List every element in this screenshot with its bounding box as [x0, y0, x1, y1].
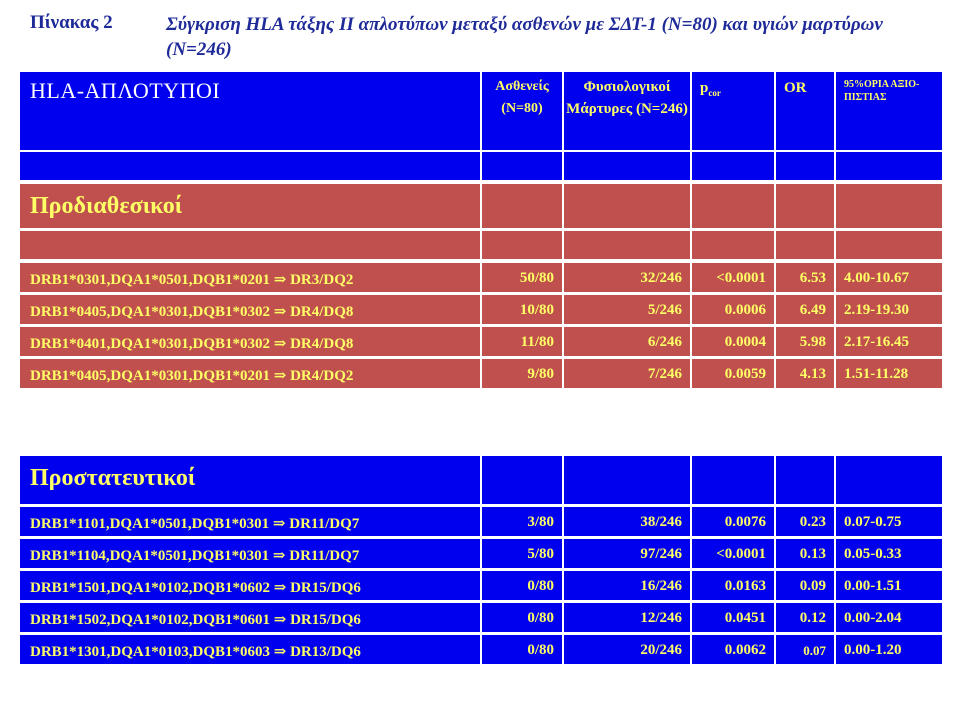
table-cell-patients: 11/80 — [482, 327, 562, 356]
table-cell-ci: 0.00-2.04 — [836, 603, 942, 632]
section-cell — [692, 184, 774, 228]
table-title: Σύγκριση HLA τάξης II απλοτύπων μεταξύ ασθενών με ΣΔΤ-1 (Ν=80) και υγιών μαρτύρων (Ν=246) — [166, 14, 883, 60]
table-cell-or: 4.13 — [776, 359, 834, 388]
table-cell-p: <0.0001 — [692, 539, 774, 568]
spacer-cell — [482, 152, 562, 180]
table-cell-or: 0.23 — [776, 507, 834, 536]
table-label: Πίνακας 2 — [30, 12, 113, 33]
table-cell-p: 0.0451 — [692, 603, 774, 632]
spacer-cell — [836, 152, 942, 180]
table-cell-patients: 5/80 — [482, 539, 562, 568]
table-cell-controls: 38/246 — [564, 507, 690, 536]
table-cell-or: 0.09 — [776, 571, 834, 600]
table-row-haplotype: DRB1*0405,DQA1*0301,DQB1*0201 ⇒ DR4/DQ2 — [20, 359, 480, 388]
table-cell-patients: 0/80 — [482, 603, 562, 632]
table-cell-controls: 97/246 — [564, 539, 690, 568]
spacer-cell — [564, 231, 690, 259]
table-cell-patients: 50/80 — [482, 263, 562, 292]
table-cell-ci: 4.00-10.67 — [836, 263, 942, 292]
table-cell-controls: 6/246 — [564, 327, 690, 356]
spacer-cell — [20, 152, 480, 180]
table-cell-p: 0.0059 — [692, 359, 774, 388]
section-cell — [692, 456, 774, 504]
table-row-haplotype: DRB1*1301,DQA1*0103,DQB1*0603 ⇒ DR13/DQ6 — [20, 635, 480, 664]
section-cell — [564, 456, 690, 504]
table-cell-ci: 1.51-11.28 — [836, 359, 942, 388]
table-cell-p: 0.0006 — [692, 295, 774, 324]
table-cell-controls: 12/246 — [564, 603, 690, 632]
table-cell-p: 0.0076 — [692, 507, 774, 536]
table-cell-p: 0.0163 — [692, 571, 774, 600]
section-cell — [836, 184, 942, 228]
table-row-haplotype: DRB1*0401,DQA1*0301,DQB1*0302 ⇒ DR4/DQ8 — [20, 327, 480, 356]
table-cell-or: 0.12 — [776, 603, 834, 632]
table-row-haplotype: DRB1*1101,DQA1*0501,DQB1*0301 ⇒ DR11/DQ7 — [20, 507, 480, 536]
table-cell-controls: 16/246 — [564, 571, 690, 600]
spacer-cell — [564, 152, 690, 180]
section-cell — [564, 184, 690, 228]
section-cell — [776, 184, 834, 228]
spacer-cell — [836, 231, 942, 259]
section-cell — [836, 456, 942, 504]
table-row-haplotype: DRB1*0301,DQA1*0501,DQB1*0201 ⇒ DR3/DQ2 — [20, 263, 480, 292]
section-cell — [482, 184, 562, 228]
table-cell-ci: 0.07-0.75 — [836, 507, 942, 536]
table-row-haplotype: DRB1*1501,DQA1*0102,DQB1*0602 ⇒ DR15/DQ6 — [20, 571, 480, 600]
header-p-main: p — [700, 80, 709, 96]
table-row-haplotype: DRB1*0405,DQA1*0301,DQB1*0302 ⇒ DR4/DQ8 — [20, 295, 480, 324]
table-cell-ci: 0.00-1.51 — [836, 571, 942, 600]
table-cell-p: 0.0004 — [692, 327, 774, 356]
table-cell-patients: 0/80 — [482, 635, 562, 664]
table-row-haplotype: DRB1*1104,DQA1*0501,DQB1*0301 ⇒ DR11/DQ7 — [20, 539, 480, 568]
section-cell — [482, 456, 562, 504]
table-cell-patients: 9/80 — [482, 359, 562, 388]
table-cell-or: 5.98 — [776, 327, 834, 356]
table-cell-controls: 32/246 — [564, 263, 690, 292]
spacer-cell — [20, 231, 480, 259]
table-cell-patients: 0/80 — [482, 571, 562, 600]
header-patients: Ασθενείς (Ν=80) — [482, 72, 562, 150]
table-cell-p: 0.0062 — [692, 635, 774, 664]
header-ci: 95%ΟΡΙΑ ΑΞΙΟ-ΠΙΣΤΙΑΣ — [836, 72, 942, 150]
table-cell-or: 0.13 — [776, 539, 834, 568]
header-p-sub: cor — [708, 88, 721, 98]
spacer-cell — [776, 152, 834, 180]
table-cell-or: 6.49 — [776, 295, 834, 324]
header-controls: Φυσιολογικοί Μάρτυρες (Ν=246) — [564, 72, 690, 150]
header-haplotypes: HLA-ΑΠΛΟΤΥΠΟΙ — [20, 72, 480, 150]
table-cell-controls: 7/246 — [564, 359, 690, 388]
table-row-haplotype: DRB1*1502,DQA1*0102,DQB1*0601 ⇒ DR15/DQ6 — [20, 603, 480, 632]
section-protective: Προστατευτικοί — [20, 456, 480, 504]
spacer-cell — [776, 231, 834, 259]
table-cell-ci: 2.19-19.30 — [836, 295, 942, 324]
table-cell-patients: 3/80 — [482, 507, 562, 536]
header-or: OR — [776, 72, 834, 150]
table-cell-or: 0.07 — [776, 635, 834, 664]
section-cell — [776, 456, 834, 504]
table-cell-ci: 0.00-1.20 — [836, 635, 942, 664]
table-cell-or: 6.53 — [776, 263, 834, 292]
table-cell-controls: 20/246 — [564, 635, 690, 664]
table-cell-controls: 5/246 — [564, 295, 690, 324]
spacer-cell — [692, 152, 774, 180]
spacer-cell — [692, 231, 774, 259]
table-cell-ci: 2.17-16.45 — [836, 327, 942, 356]
spacer-cell — [482, 231, 562, 259]
section-predisposing: Προδιαθεσικοί — [20, 184, 480, 228]
header-p-cor — [692, 72, 774, 150]
table-cell-patients: 10/80 — [482, 295, 562, 324]
table-cell-ci: 0.05-0.33 — [836, 539, 942, 568]
table-cell-p: <0.0001 — [692, 263, 774, 292]
